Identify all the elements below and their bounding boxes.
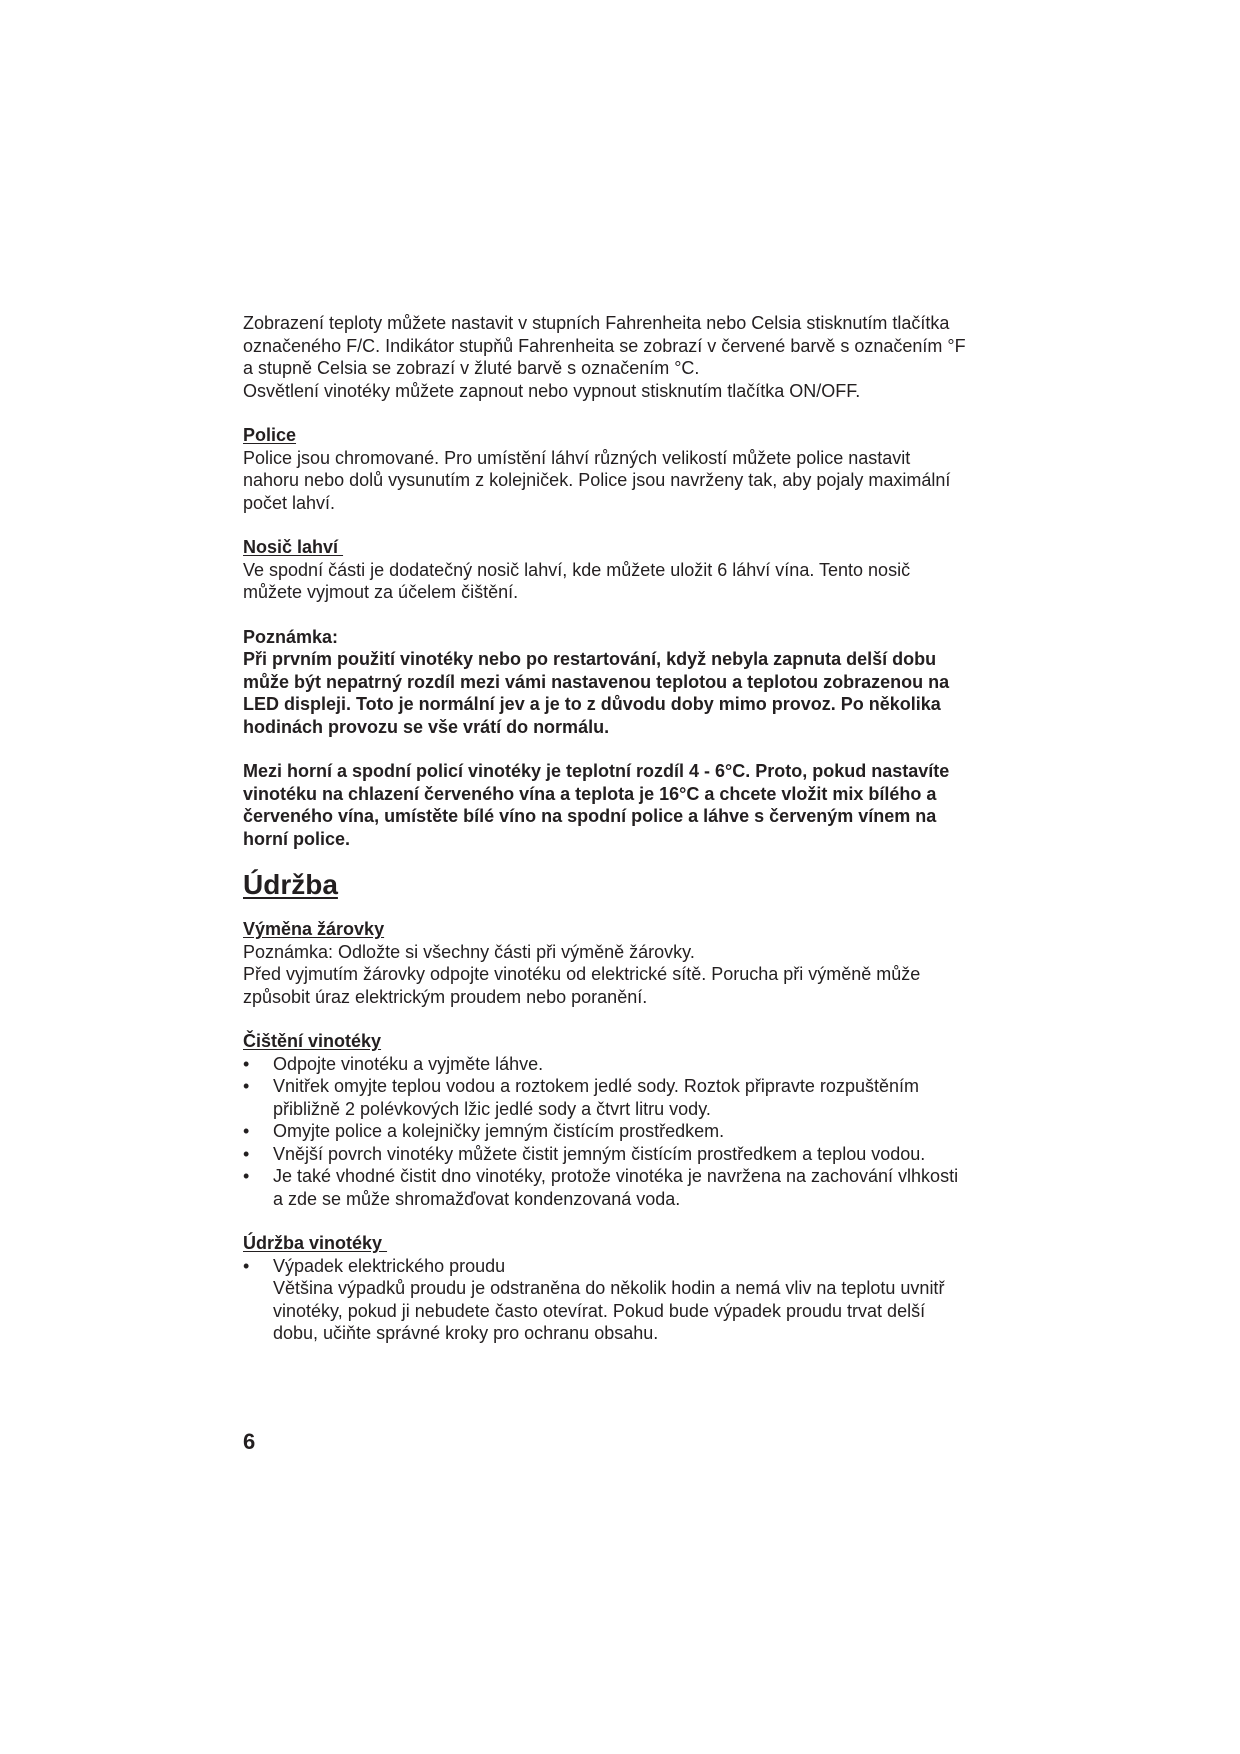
bullet-icon: • [243,1255,250,1276]
text-line: Zobrazení teploty můžete nastavit v stupních Fahrenheita nebo Celsia stisknutím tlačítka [243,313,950,333]
text-line: Je také vhodné čistit dno vinotéky, protože vinotéka je navržena na zachování vlhkosti [273,1166,959,1186]
text-line: červeného vína, umístěte bílé víno na spodní police a láhve s červeným vínem na [243,806,937,826]
text-line: vinotéku na chlazení červeného vína a teplota je 16°C a chcete vložit mix bílého a [243,783,937,804]
text-line: Omyjte police a kolejničky jemným čistícím prostředkem. [273,1121,725,1141]
text-line: dobu, učiňte správné kroky pro ochranu obsahu. [273,1323,659,1343]
maintenance-title: Údržba [243,869,338,900]
text-line: Vnější povrch vinotéky můžete čistit jemným čistícím prostředkem a teplou vodou. [273,1143,926,1164]
bullet-icon: • [243,1143,250,1164]
text-line: vinotéky, pokud ji nebudete často otevírat. Pokud bude výpadek proudu trvat delší [273,1300,926,1321]
list-item [243,1255,1013,1345]
cooler-maintenance-heading: Údržba vinotéky [243,1233,388,1253]
text-line: Vnitřek omyjte teplou vodou a roztokem jedlé sody. Roztok připravte rozpuštěním [273,1076,919,1096]
list-item [243,1120,1013,1143]
text-line: může být nepatrný rozdíl mezi vámi nastavenou teplotou a teplotou zobrazenou na [243,671,950,692]
note-section [243,626,1013,851]
text-line: Většina výpadků proudu je odstraněna do několik hodin a nemá vliv na teplotu uvnitř [273,1278,945,1298]
text-line: označeného F/C. Indikátor stupňů Fahrenheita se zobrazí v červené barvě s označením °F [243,335,966,356]
nosic-section [243,536,1013,604]
text-line: Před vyjmutím žárovky odpojte vinotéku od elektrické sítě. Porucha při výměně může [243,964,921,984]
text-line: Mezi horní a spodní policí vinotéky je teplotní rozdíl 4 - 6°C. Proto, pokud nastavíte [243,761,950,781]
list-item [243,1165,1013,1210]
list-item [243,1053,1013,1076]
text-line: Odpojte vinotéku a vyjměte láhve. [273,1053,544,1074]
text-line: Ve spodní části je dodatečný nosič lahví, kde můžete uložit 6 láhví vína. Tento nosič [243,559,911,580]
page-number: 6 [243,1429,256,1454]
text-line: počet lahví. [243,492,336,513]
cooler-maintenance-section [243,1232,1013,1345]
bullet-icon: • [243,1053,250,1074]
text-line: a zde se může shromažďovat kondenzovaná voda. [273,1188,681,1209]
bullet-icon: • [243,1121,250,1141]
note-heading: Poznámka: [243,626,339,647]
bullet-icon: • [243,1166,250,1186]
text-line: Osvětlení vinotéky můžete zapnout nebo vypnout stisknutím tlačítka ON/OFF. [243,380,861,401]
bulb-replacement-heading: Výměna žárovky [243,919,385,939]
list-item [243,1143,1013,1166]
text-line: LED displeji. Toto je normální jev a je to z důvodu doby mimo provoz. Po několika [243,694,941,714]
manual-page [243,312,1013,1345]
text-line: způsobit úraz elektrickým proudem nebo poranění. [243,986,648,1007]
text-line: přibližně 2 polévkových lžic jedlé sody a čtvrt litru vody. [273,1098,711,1119]
text-line: nahoru nebo dolů vysunutím z kolejniček. Police jsou navrženy tak, aby pojaly maximální [243,470,951,490]
bulb-replacement-section [243,918,1013,1008]
list-item [243,1075,1013,1120]
text-line: Výpadek elektrického proudu [273,1255,506,1276]
text-line: můžete vyjmout za účelem čištění. [243,582,519,602]
cleaning-section [243,1030,1013,1210]
text-line: Police jsou chromované. Pro umístění láhví různých velikostí můžete police nastavit [243,447,911,468]
nosic-heading: Nosič lahví [243,537,344,557]
intro-paragraph [243,312,1013,402]
police-section [243,424,1013,514]
text-line: a stupně Celsia se zobrazí v žluté barvě s označením °C. [243,358,700,378]
text-line: horní police. [243,828,351,849]
text-line: Při prvním použití vinotéky nebo po restartování, když nebyla zapnuta delší dobu [243,649,937,669]
police-heading: Police [243,425,297,445]
text-line: hodinách provozu se vše vrátí do normálu. [243,716,610,737]
bullet-icon: • [243,1076,250,1096]
cleaning-heading: Čištění vinotéky [243,1031,382,1051]
text-line: Poznámka: Odložte si všechny části při výměně žárovky. [243,941,695,962]
